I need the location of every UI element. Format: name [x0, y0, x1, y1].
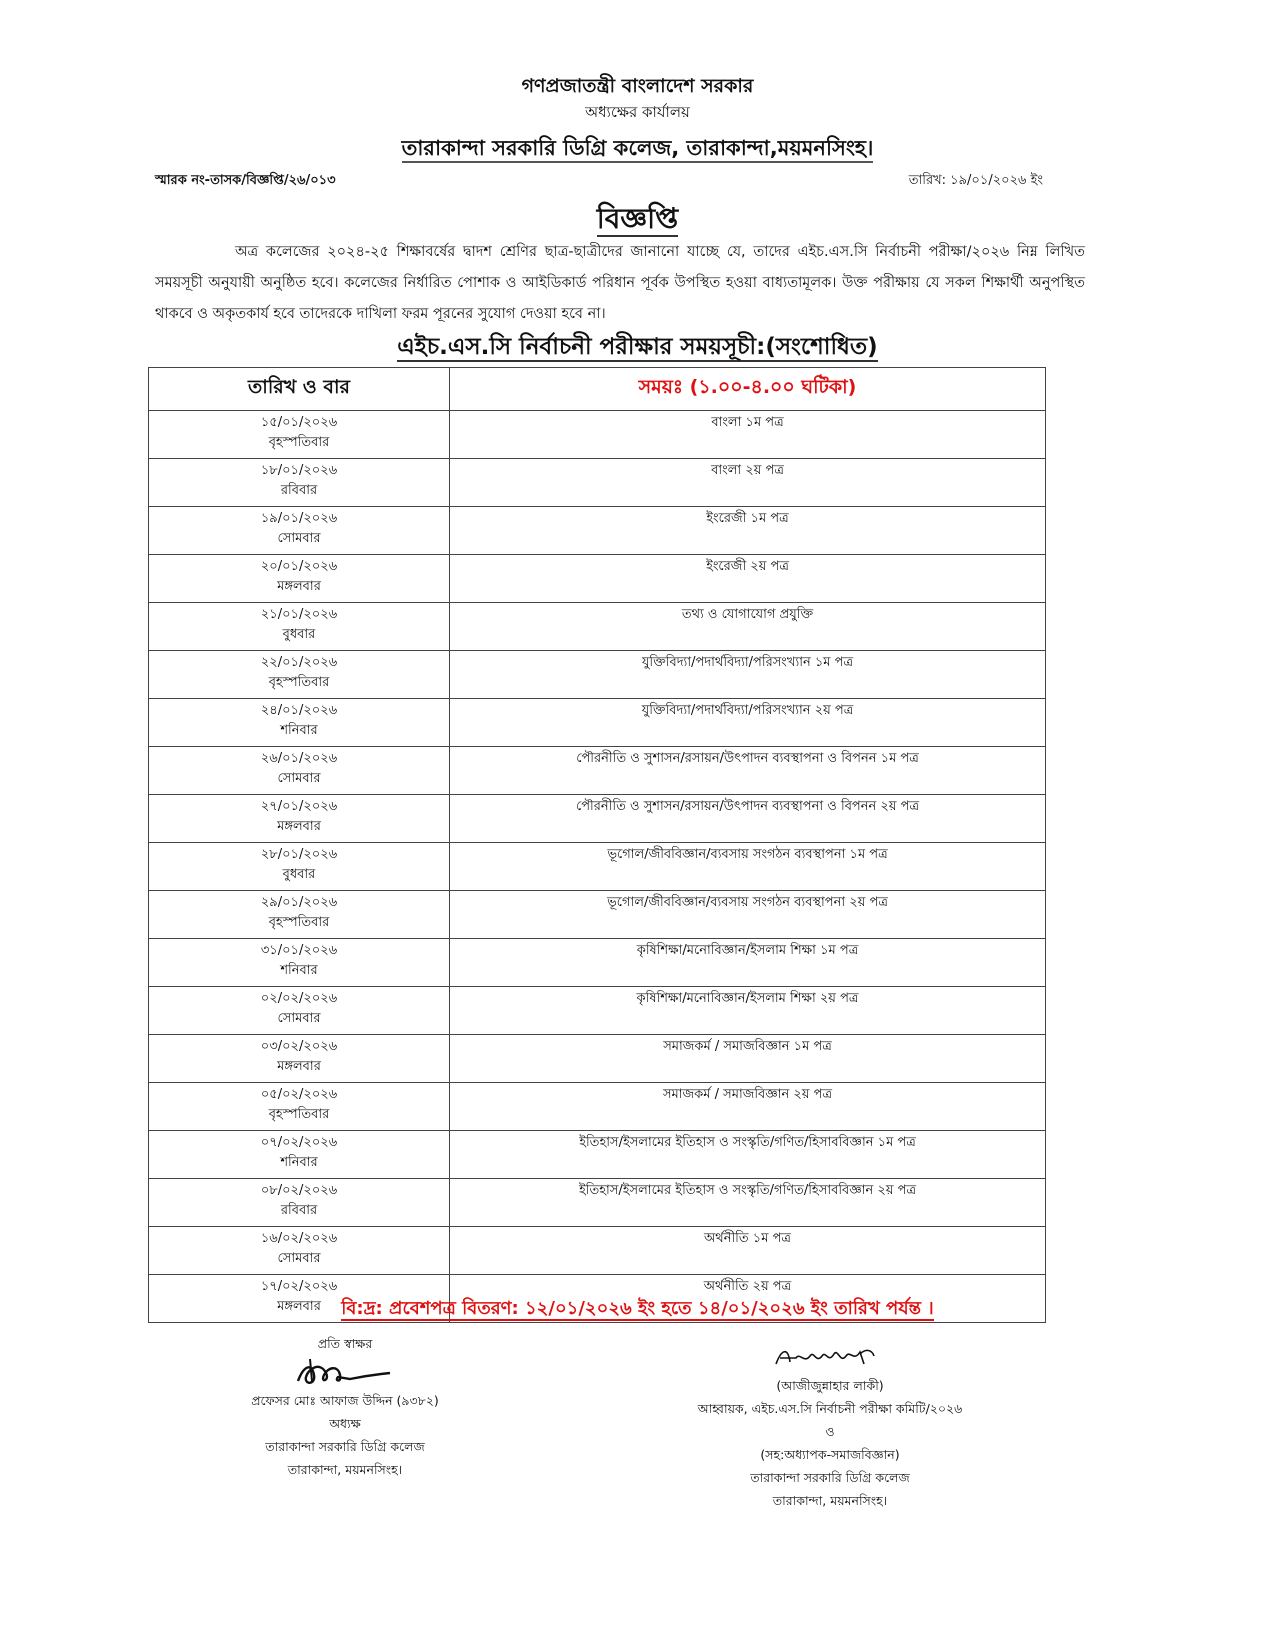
signature-block-principal	[195, 1332, 495, 1481]
table-row	[149, 1035, 1046, 1083]
table-row	[149, 843, 1046, 891]
table-row	[149, 651, 1046, 699]
notice-title-text: বিজ্ঞপ্তি	[596, 202, 679, 235]
convener-conjunction: ও	[825, 1424, 835, 1439]
subject-cell: ভূগোল/জীববিজ্ঞান/ব্যবসায় সংগঠন ব্যবস্থাপনা ২য় পত্র	[450, 891, 1046, 939]
date-day-cell	[149, 651, 450, 699]
convener-designation: (সহ:অধ্যাপক-সমাজবিজ্ঞান)	[760, 1447, 900, 1462]
admit-card-note-text: বি:দ্র: প্রবেশপত্র বিতরণ: ১২/০১/২০২৬ ইং হতে ১৪/০১/২০২৬ ইং তারিখ পর্যন্ত ।	[341, 1298, 934, 1319]
exam-date: ১৬/০২/২০২৬	[260, 1231, 338, 1246]
signature-block-convener	[620, 1340, 1040, 1512]
table-row	[149, 1227, 1046, 1275]
subject-cell: পৌরনীতি ও সুশাসন/রসায়ন/উৎপাদন ব্যবস্থাপনা ও বিপনন ১ম পত্র	[450, 747, 1046, 795]
schedule-heading	[0, 328, 1275, 367]
exam-date: ০৭/০২/২০২৬	[260, 1135, 338, 1150]
subject-cell: যুক্তিবিদ্যা/পদার্থবিদ্যা/পরিসংখ্যান ১ম পত্র	[450, 651, 1046, 699]
subject-cell: অর্থনীতি ১ম পত্র	[450, 1227, 1046, 1275]
date-day-cell	[149, 1035, 450, 1083]
exam-date: ১৮/০১/২০২৬	[260, 463, 338, 478]
column-header-time: সময়ঃ (১.০০-৪.০০ ঘটিকা)	[450, 368, 1046, 411]
notice-body: অত্র কলেজের ২০২৪-২৫ শিক্ষাবর্ষের দ্বাদশ শ্রেণির ছাত্র-ছাত্রীদের জানানো যাচ্ছে যে, তাদের এইচ.এস.সি নির্বাচনী পরীক্ষা/২০২৬ নিম্ন লিখিত সময়সূচী অনুযায়ী অনুষ্ঠিত হবে। কলেজের নির্ধারিত পোশাক ও আইডিকার্ড পরিধান পূর্বক উপস্থিত হওয়া বাধ্যতামূলক। উক্ত পরীক্ষায় যে সকল শিক্ষার্থী অনুপস্থিত থাকবে ও অকৃতকার্য হবে তাদেরকে দাখিলা ফরম পূরনের সুযোগ দেওয়া হবে না।	[155, 244, 1085, 322]
exam-day: শনিবার	[280, 963, 318, 978]
exam-date: ২৬/০১/২০২৬	[260, 751, 338, 766]
subject-cell: ভূগোল/জীববিজ্ঞান/ব্যবসায় সংগঠন ব্যবস্থাপনা ১ম পত্র	[450, 843, 1046, 891]
date-day-cell	[149, 555, 450, 603]
exam-day: মঙ্গলবার	[277, 579, 321, 594]
exam-date: ১৭/০২/২০২৬	[260, 1279, 338, 1294]
subject-cell: বাংলা ২য় পত্র	[450, 459, 1046, 507]
exam-date: ০৮/০২/২০২৬	[260, 1183, 338, 1198]
exam-day: শনিবার	[280, 723, 318, 738]
schedule-heading-text: এইচ.এস.সি নির্বাচনী পরীক্ষার সময়সূচী:(সংশোধিত)	[397, 334, 878, 360]
exam-day: বৃহস্পতিবার	[268, 675, 330, 690]
convener-signature-icon	[770, 1340, 890, 1374]
exam-date: ২২/০১/২০২৬	[260, 655, 338, 670]
column-header-date: তারিখ ও বার	[149, 368, 450, 411]
exam-date: ১৯/০১/২০২৬	[260, 511, 338, 526]
subject-cell: কৃষিশিক্ষা/মনোবিজ্ঞান/ইসলাম শিক্ষা ২য় পত্র	[450, 987, 1046, 1035]
exam-day: বৃহস্পতিবার	[268, 435, 330, 450]
date-day-cell	[149, 891, 450, 939]
exam-date: ১৫/০১/২০২৬	[260, 415, 338, 430]
date-day-cell	[149, 939, 450, 987]
subject-cell: সমাজকর্ম / সমাজবিজ্ঞান ২য় পত্র	[450, 1083, 1046, 1131]
exam-day: সোমবার	[277, 1011, 321, 1026]
subject-cell: কৃষিশিক্ষা/মনোবিজ্ঞান/ইসলাম শিক্ষা ১ম পত্র	[450, 939, 1046, 987]
college-name: তারাকান্দা সরকারি ডিগ্রি কলেজ, তারাকান্দা,ময়মনসিংহ।	[402, 136, 874, 163]
exam-day: শনিবার	[280, 1155, 318, 1170]
table-row	[149, 555, 1046, 603]
table-header-row	[149, 368, 1046, 411]
exam-date: ২৯/০১/২০২৬	[260, 895, 338, 910]
countersign-label: প্রতি স্বাক্ষর	[317, 1336, 373, 1351]
table-row	[149, 987, 1046, 1035]
convener-name: (আজীজুন্নাহার লাকী)	[776, 1378, 884, 1393]
subject-cell: বাংলা ১ম পত্র	[450, 411, 1046, 459]
exam-day: বুধবার	[282, 627, 316, 642]
exam-date: ৩১/০১/২০২৬	[260, 943, 338, 958]
subject-cell: যুক্তিবিদ্যা/পদার্থবিদ্যা/পরিসংখ্যান ২য় পত্র	[450, 699, 1046, 747]
admit-card-note	[0, 1294, 1275, 1325]
principal-designation: অধ্যক্ষ	[329, 1416, 361, 1431]
college-title	[0, 132, 1275, 167]
table-row	[149, 939, 1046, 987]
date-day-cell	[149, 795, 450, 843]
exam-day: সোমবার	[277, 1251, 321, 1266]
exam-day: মঙ্গলবার	[277, 819, 321, 834]
date-day-cell	[149, 603, 450, 651]
table-row	[149, 699, 1046, 747]
date-day-cell	[149, 1131, 450, 1179]
exam-day: রবিবার	[280, 1203, 318, 1218]
subject-cell: অর্থনীতি ২য় পত্র	[450, 1275, 1046, 1323]
date-day-cell	[149, 507, 450, 555]
exam-day: সোমবার	[277, 531, 321, 546]
table-row	[149, 459, 1046, 507]
principal-address: তারাকান্দা, ময়মনসিংহ।	[287, 1462, 403, 1477]
table-row	[149, 1083, 1046, 1131]
convener-role: আহ্বায়ক, এইচ.এস.সি নির্বাচনী পরীক্ষা কমিটি/২০২৬	[697, 1401, 963, 1416]
exam-date: ০৫/০২/২০২৬	[260, 1087, 338, 1102]
subject-cell: ইংরেজী ২য় পত্র	[450, 555, 1046, 603]
exam-date: ০২/০২/২০২৬	[260, 991, 338, 1006]
table-row	[149, 603, 1046, 651]
exam-date: ০৩/০২/২০২৬	[260, 1039, 338, 1054]
subject-cell: ইতিহাস/ইসলামের ইতিহাস ও সংস্কৃতি/গণিত/হিসাববিজ্ঞান ২য় পত্র	[450, 1179, 1046, 1227]
date-day-cell	[149, 843, 450, 891]
table-row	[149, 411, 1046, 459]
date-day-cell	[149, 411, 450, 459]
date-day-cell	[149, 1083, 450, 1131]
office-title: অধ্যক্ষের কার্যালয়	[585, 103, 690, 121]
notice-date: তারিখ: ১৯/০১/২০২৬ ইং	[908, 173, 1043, 188]
table-row	[149, 891, 1046, 939]
table-row	[149, 1179, 1046, 1227]
date-day-cell	[149, 699, 450, 747]
exam-date: ২৪/০১/২০২৬	[260, 703, 338, 718]
exam-day: বৃহস্পতিবার	[268, 915, 330, 930]
table-row	[149, 507, 1046, 555]
exam-day: রবিবার	[280, 483, 318, 498]
exam-day: মঙ্গলবার	[277, 1299, 321, 1314]
subject-cell: ইংরেজী ১ম পত্র	[450, 507, 1046, 555]
principal-institution: তারাকান্দা সরকারি ডিগ্রি কলেজ	[265, 1439, 425, 1454]
table-row	[149, 795, 1046, 843]
subject-cell: পৌরনীতি ও সুশাসন/রসায়ন/উৎপাদন ব্যবস্থাপনা ও বিপনন ২য় পত্র	[450, 795, 1046, 843]
exam-date: ২৭/০১/২০২৬	[260, 799, 338, 814]
date-day-cell	[149, 1179, 450, 1227]
date-day-cell	[149, 747, 450, 795]
government-title: গণপ্রজাতন্ত্রী বাংলাদেশ সরকার	[521, 75, 754, 97]
exam-day: সোমবার	[277, 771, 321, 786]
exam-date: ২৮/০১/২০২৬	[260, 847, 338, 862]
date-day-cell	[149, 1227, 450, 1275]
convener-institution: তারাকান্দা সরকারি ডিগ্রি কলেজ	[750, 1470, 910, 1485]
date-day-cell	[149, 987, 450, 1035]
table-row	[149, 1131, 1046, 1179]
convener-address: তারাকান্দা, ময়মনসিংহ।	[772, 1493, 888, 1508]
subject-cell: ইতিহাস/ইসলামের ইতিহাস ও সংস্কৃতি/গণিত/হিসাববিজ্ঞান ১ম পত্র	[450, 1131, 1046, 1179]
subject-cell: তথ্য ও যোগাযোগ প্রযুক্তি	[450, 603, 1046, 651]
exam-day: বৃহস্পতিবার	[268, 1107, 330, 1122]
exam-day: মঙ্গলবার	[277, 1059, 321, 1074]
subject-cell: সমাজকর্ম / সমাজবিজ্ঞান ১ম পত্র	[450, 1035, 1046, 1083]
memo-number: স্মারক নং-তাসক/বিজ্ঞপ্তি/২৬/০১৩	[155, 173, 336, 188]
schedule-table	[148, 367, 1046, 1323]
exam-day: বুধবার	[282, 867, 316, 882]
principal-name: প্রফেসর মোঃ আফাজ উদ্দিন (৯৩৮২)	[251, 1393, 439, 1408]
principal-signature-icon	[290, 1355, 400, 1389]
exam-date: ২০/০১/২০২৬	[260, 559, 338, 574]
date-day-cell	[149, 459, 450, 507]
exam-date: ২১/০১/২০২৬	[260, 607, 338, 622]
table-row	[149, 747, 1046, 795]
